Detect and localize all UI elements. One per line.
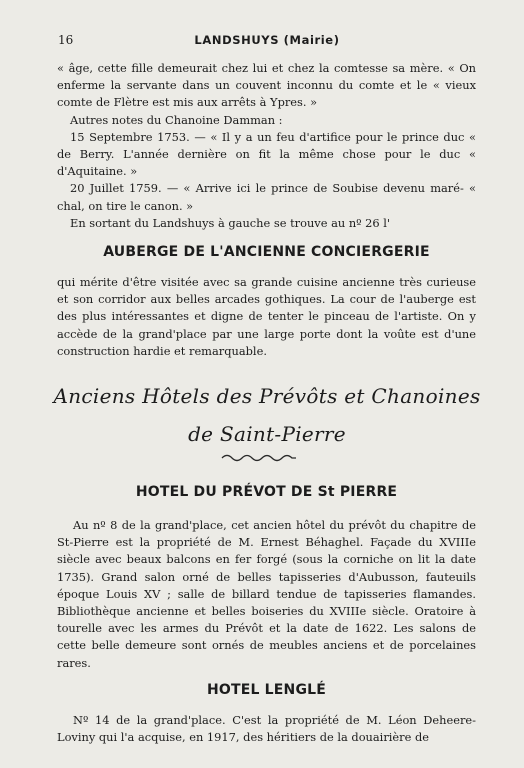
hotel-lengle-heading: HOTEL LENGLÉ — [206, 682, 327, 698]
intro-paragraph-5: En sortant du Landshuys à gauche se trouve au nº 26 l' — [70, 215, 391, 230]
hotel-prevot-block — [57, 517, 476, 672]
auberge-text: qui mérite d'être visitée avec sa grande cuisine ancienne très curieuse et son corridor aux belles arcades gothiques. La cour de l'auberge est des plus intéressantes et digne de tenter le pinceau de l'artiste. On y accède de la grand'place par une large porte dont la voûte est d'une construction hardie et remarquable. — [57, 275, 476, 358]
hotel-lengle-block — [57, 712, 476, 746]
ornament-divider — [220, 452, 298, 464]
section-title-line-2: de Saint-Pierre — [188, 422, 346, 446]
section-title-line-1: Anciens Hôtels des Prévôts et Chanoines — [53, 384, 481, 408]
auberge-heading: AUBERGE DE L'ANCIENNE CONCIERGERIE — [103, 244, 430, 260]
intro-paragraph-4: 20 Juillet 1759. — « Arrive ici le prince de Soubise devenu maré- « chal, on tire le canon. » — [57, 181, 476, 213]
intro-paragraph-2: Autres notes du Chanoine Damman : — [70, 112, 283, 127]
auberge-block — [57, 274, 476, 360]
page-number: 16 — [58, 33, 74, 47]
hotel-lengle-text: Nº 14 de la grand'place. C'est la propriété de M. Léon Deheere-Loviny qui l'a acquise, en 1917, des héritiers de la douairière de — [57, 713, 476, 745]
hotel-prevot-heading: HOTEL DU PRÉVOT DE St PIERRE — [135, 484, 398, 500]
page-header — [58, 33, 476, 51]
hotel-prevot-text: Au nº 8 de la grand'place, cet ancien hôtel du prévôt du chapitre de St-Pierre est la propriété de M. Ernest Béhaghel. Façade du XVIIIe siècle avec beaux balcons en fer forgé (sous la corniche on lit la date 1735). Grand salon orné de belles tapisseries d'Aubusson, fauteuils époque Louis XV ; salle de billard tendue de tapisseries flamandes. Bibliothèque ancienne et belles boiseries du XVIIIe siècle. Oratoire à tourelle avec les armes du Prévôt et la date de 1622. Les salons de cette belle demeure sont ornés de meubles anciens et de porcelaines rares. — [57, 518, 476, 670]
intro-block — [57, 60, 476, 232]
intro-paragraph-3: 15 Septembre 1753. — « Il y a un feu d'artifice pour le prince duc « de Berry. L'année dernière on fit la même chose pour le duc « d'Aquitaine. » — [57, 129, 476, 179]
running-title: LANDSHUYS (Mairie) — [194, 33, 340, 47]
intro-paragraph-1: « âge, cette fille demeurait chez lui et chez la comtesse sa mère. « On enferme la servante dans un couvent inconnu du comte et le « vieux comte de Flètre est mis aux arrêts à Ypres. » — [57, 61, 476, 110]
